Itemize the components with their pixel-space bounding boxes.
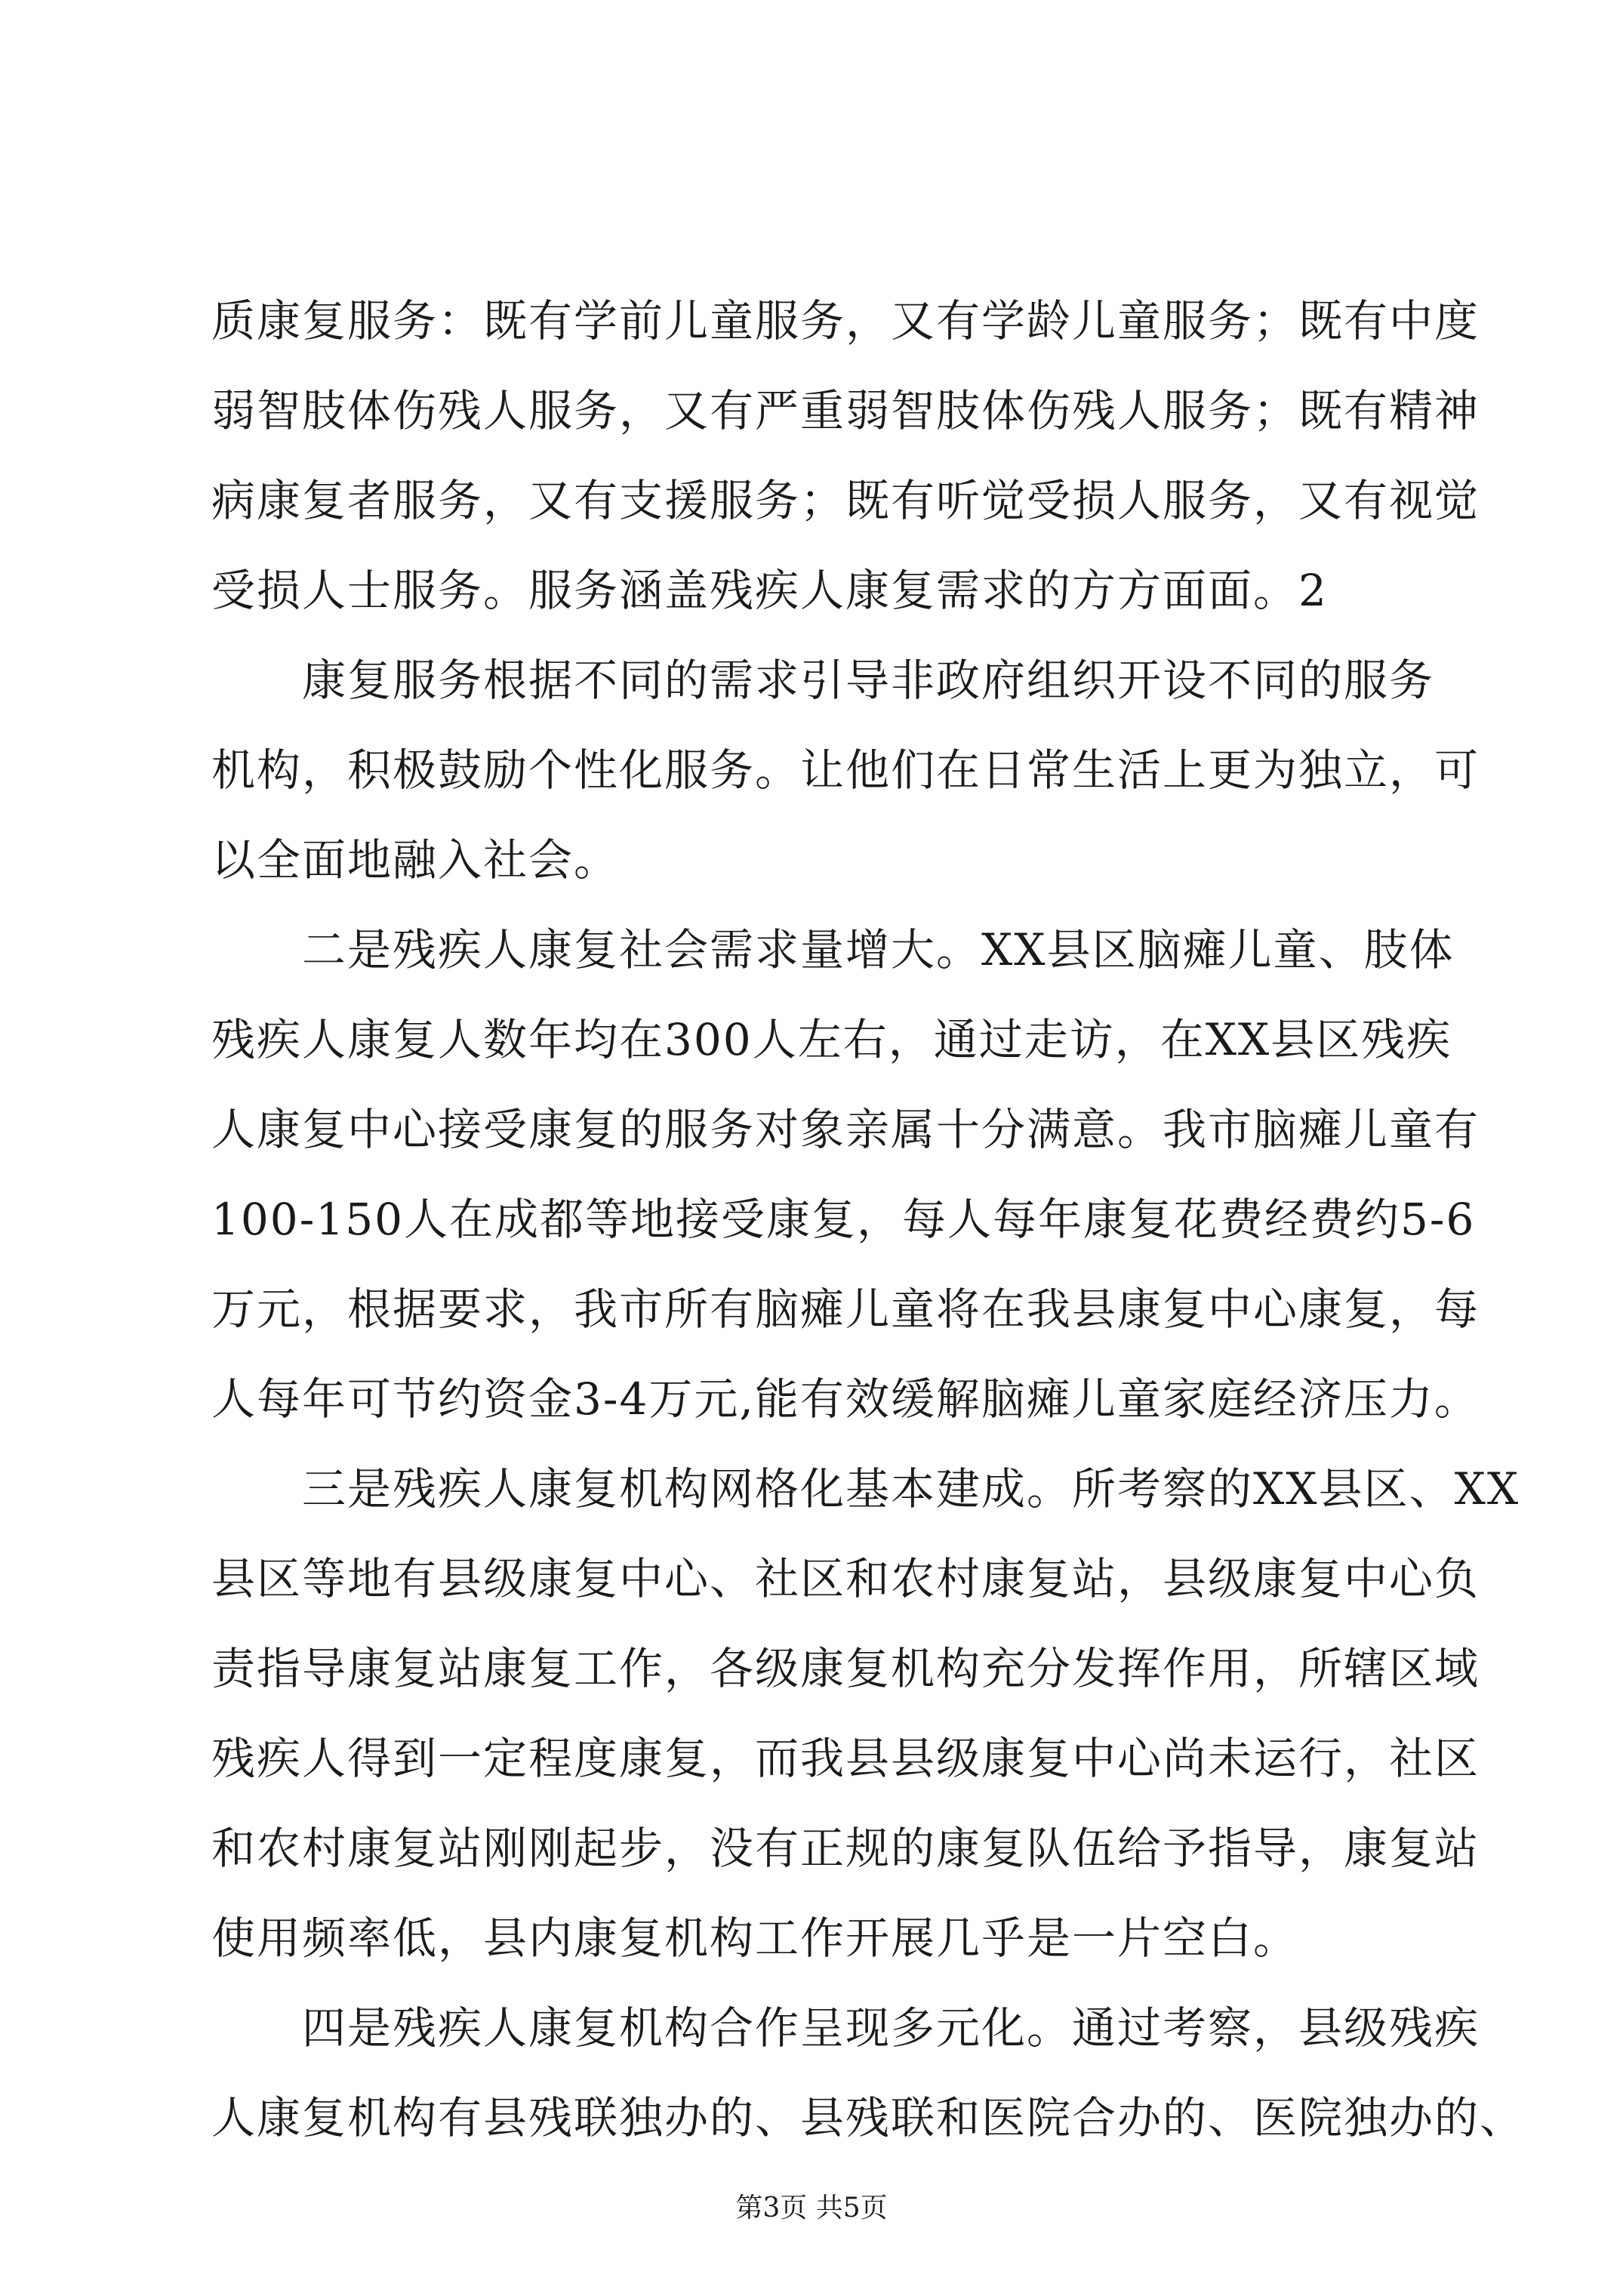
text-line: 县区等地有县级康复中心、社区和农村康复站，县级康复中心负: [211, 1553, 1480, 1604]
text-line: 人每年可节约资金3-4万元,能有效缓解脑瘫儿童家庭经济压力。: [211, 1373, 1480, 1425]
paragraph-first-line: 四是残疾人康复机构合作呈现多元化。通过考察，县级残疾: [302, 2002, 1480, 2054]
text-line: 受损人士服务。服务涵盖残疾人康复需求的方方面面。2: [211, 565, 1328, 616]
text-line: 责指导康复站康复工作，各级康复机构充分发挥作用，所辖区域: [211, 1643, 1480, 1694]
text-line: 机构，积极鼓励个性化服务。让他们在日常生活上更为独立，可: [211, 744, 1480, 796]
text-line: 100-150人在成都等地接受康复，每人每年康复花费经费约5-6: [211, 1194, 1476, 1245]
text-line: 万元，根据要求，我市所有脑瘫儿童将在我县康复中心康复，每: [211, 1284, 1480, 1335]
text-line: 人康复机构有县残联独办的、县残联和医院合办的、医院独办的、: [211, 2092, 1526, 2143]
paragraph-first-line: 二是残疾人康复社会需求量增大。XX县区脑瘫儿童、肢体: [302, 924, 1455, 975]
text-line: 使用频率低，县内康复机构工作开展几乎是一片空白。: [211, 1912, 1299, 1964]
text-line: 人康复中心接受康复的服务对象亲属十分满意。我市脑瘫儿童有: [211, 1104, 1480, 1155]
text-line: 残疾人得到一定程度康复，而我县县级康复中心尚未运行，社区: [211, 1733, 1480, 1784]
text-line: 残疾人康复人数年均在300人左右，通过走访，在XX县区残疾: [211, 1014, 1452, 1065]
text-line: 和农村康复站刚刚起步，没有正规的康复队伍给予指导，康复站: [211, 1823, 1480, 1874]
text-line: 弱智肢体伤残人服务，又有严重弱智肢体伤残人服务；既有精神: [211, 385, 1480, 436]
paragraph-first-line: 康复服务根据不同的需求引导非政府组织开设不同的服务: [302, 655, 1435, 706]
text-line: 病康复者服务，又有支援服务；既有听觉受损人服务，又有视觉: [211, 475, 1480, 526]
paragraph-first-line: 三是残疾人康复机构网格化基本建成。所考察的XX县区、XX: [302, 1463, 1520, 1515]
page-footer: 第3页 共5页: [735, 2193, 888, 2224]
text-line: 质康复服务：既有学前儿童服务，又有学龄儿童服务；既有中度: [211, 295, 1480, 347]
text-line: 以全面地融入社会。: [211, 834, 620, 886]
